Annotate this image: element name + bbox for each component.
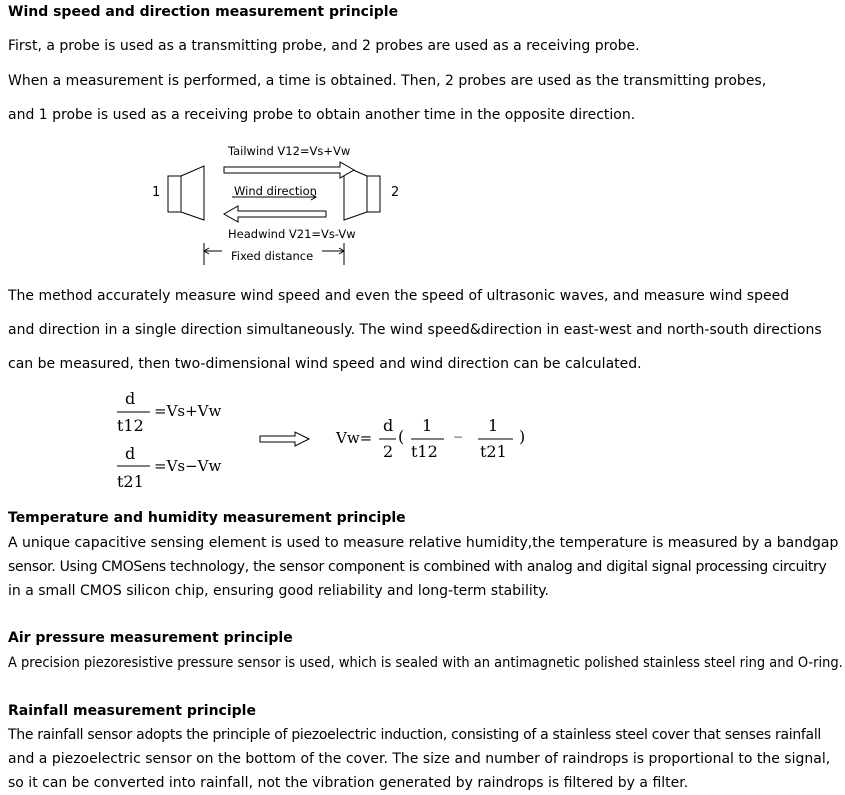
eq1-rhs: =Vs+Vw: [154, 402, 222, 420]
pressure-heading: Air pressure measurement principle: [8, 630, 293, 646]
temperature-line-2: sensor. Using CMOSens technology, the sensor component is combined with analog and digital signal processing circuitry: [8, 559, 827, 575]
vw-close-paren: ): [519, 427, 526, 446]
rainfall-line-1: The rainfall sensor adopts the principle of piezoelectric induction, consisting of a stainless steel cover that senses rainfall: [8, 727, 822, 743]
vw-t21: t21: [480, 442, 507, 461]
headwind-arrow: [224, 206, 326, 222]
rainfall-line-3: so it can be converted into rainfall, not the vibration generated by raindrops is filtered by a filter.: [8, 775, 689, 791]
eq2-numerator: d: [125, 444, 136, 463]
eq1-numerator: d: [125, 389, 136, 408]
vw-one-b: 1: [488, 416, 499, 435]
method-line-1: The method accurately measure wind speed and even the speed of ultrasonic waves, and measure wind speed: [8, 288, 790, 304]
pressure-line-1: A precision piezoresistive pressure sensor is used, which is sealed with an antimagnetic polished stainless steel ring and O-ring.: [8, 655, 843, 671]
tailwind-label: Tailwind V12=Vs+Vw: [228, 144, 351, 158]
method-line-3: can be measured, then two-dimensional wind speed and wind direction can be calculated.: [8, 356, 642, 372]
temperature-line-1: A unique capacitive sensing element is used to measure relative humidity,the temperature is measured by a bandgap: [8, 535, 839, 551]
wind-line-1: First, a probe is used as a transmitting probe, and 2 probes are used as a receiving probe.: [8, 38, 640, 54]
vw-lhs: Vw=: [336, 429, 373, 447]
vw-two: 2: [383, 442, 394, 461]
probe-1-shape: [168, 166, 204, 220]
eq2-denominator: t21: [117, 472, 144, 491]
probe-2-shape: [344, 166, 380, 220]
wind-heading: Wind speed and direction measurement principle: [8, 4, 399, 20]
headwind-label: Headwind V21=Vs-Vw: [228, 227, 356, 241]
rainfall-line-2: and a piezoelectric sensor on the bottom of the cover. The size and number of raindrops is proportional to the signal,: [8, 751, 831, 767]
temperature-heading: Temperature and humidity measurement principle: [8, 510, 406, 526]
vw-t12: t12: [411, 442, 438, 461]
method-line-2: and direction in a single direction simultaneously. The wind speed&direction in east-west and north-south directions: [8, 322, 822, 338]
eq1-denominator: t12: [117, 416, 144, 435]
wind-line-2: When a measurement is performed, a time is obtained. Then, 2 probes are used as the transmitting probes,: [8, 73, 767, 89]
vw-minus: −: [453, 430, 464, 444]
implies-arrow: [260, 432, 309, 446]
vw-one-a: 1: [422, 416, 433, 435]
wind-line-3: and 1 probe is used as a receiving probe to obtain another time in the opposite direction.: [8, 107, 636, 123]
tailwind-arrow: [224, 162, 354, 178]
vw-open-paren: (: [398, 427, 405, 446]
probe-2-label: 2: [391, 185, 400, 200]
wind-direction-label: Wind direction: [234, 184, 317, 198]
vw-d: d: [383, 416, 394, 435]
fixed-distance-label: Fixed distance: [231, 249, 314, 263]
eq2-rhs: =Vs−Vw: [154, 457, 222, 475]
temperature-line-3: in a small CMOS silicon chip, ensuring good reliability and long-term stability.: [8, 583, 549, 599]
rainfall-heading: Rainfall measurement principle: [8, 703, 256, 719]
probe-1-label: 1: [152, 185, 161, 200]
